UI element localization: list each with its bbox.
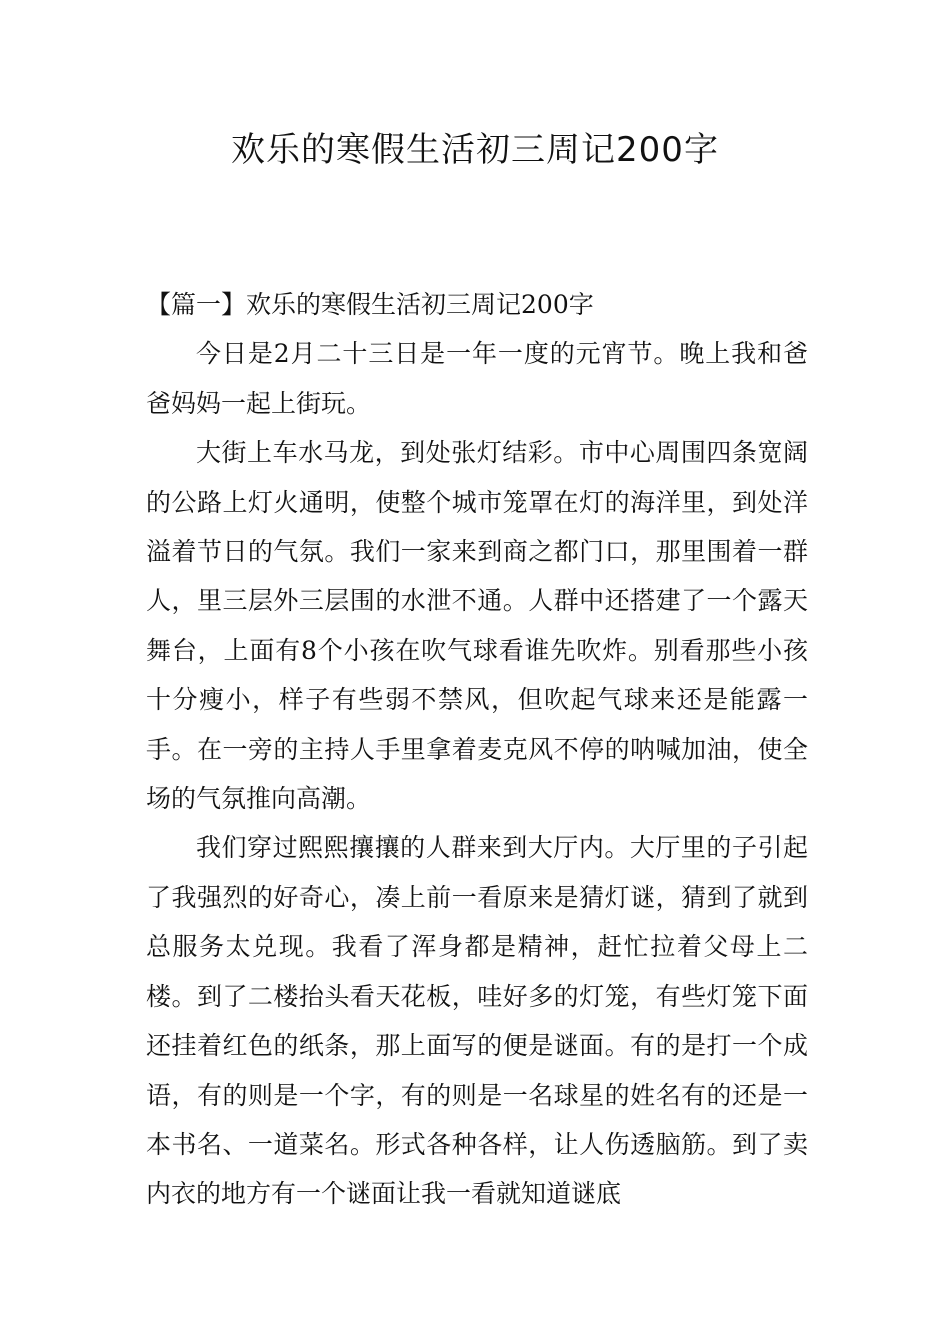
paragraph-3: 我们穿过熙熙攘攘的人群来到大厅内。大厅里的子引起了我强烈的好奇心，凑上前一看原来是猜灯谜，猜到了就到总服务太兑现。我看了浑身都是精神，赶忙拉着父母上二楼。到了二楼抬头看天花板，哇好多的灯笼，有些灯笼下面还挂着红色的纸条，那上面写的便是谜面。有的是打一个成语，有的则是一个字，有的则是一名球星的姓名有的还是一本书名、一道菜名。形式各种各样，让人伤透脑筋。到了卖内衣的地方有一个谜面让我一看就知道谜底 (146, 833, 808, 1209)
document-body (146, 280, 808, 1219)
paragraph-2: 大街上车水马龙，到处张灯结彩。市中心周围四条宽阔的公路上灯火通明，使整个城市笼罩在灯的海洋里，到处洋溢着节日的气氛。我们一家来到商之都门口，那里围着一群人，里三层外三层围的水泄不通。人群中还搭建了一个露天舞台，上面有8个小孩在吹气球看谁先吹炸。别看那些小孩十分瘦小，样子有些弱不禁风，但吹起气球来还是能露一手。在一旁的主持人手里拿着麦克风不停的呐喊加油，使全场的气氛推向高潮。 (146, 438, 808, 814)
section-heading: 【篇一】欢乐的寒假生活初三周记200字 (146, 290, 594, 319)
document-title: 欢乐的寒假生活初三周记200字 (231, 130, 719, 170)
paragraph-1: 今日是2月二十三日是一年一度的元宵节。晚上我和爸爸妈妈一起上街玩。 (146, 339, 808, 418)
